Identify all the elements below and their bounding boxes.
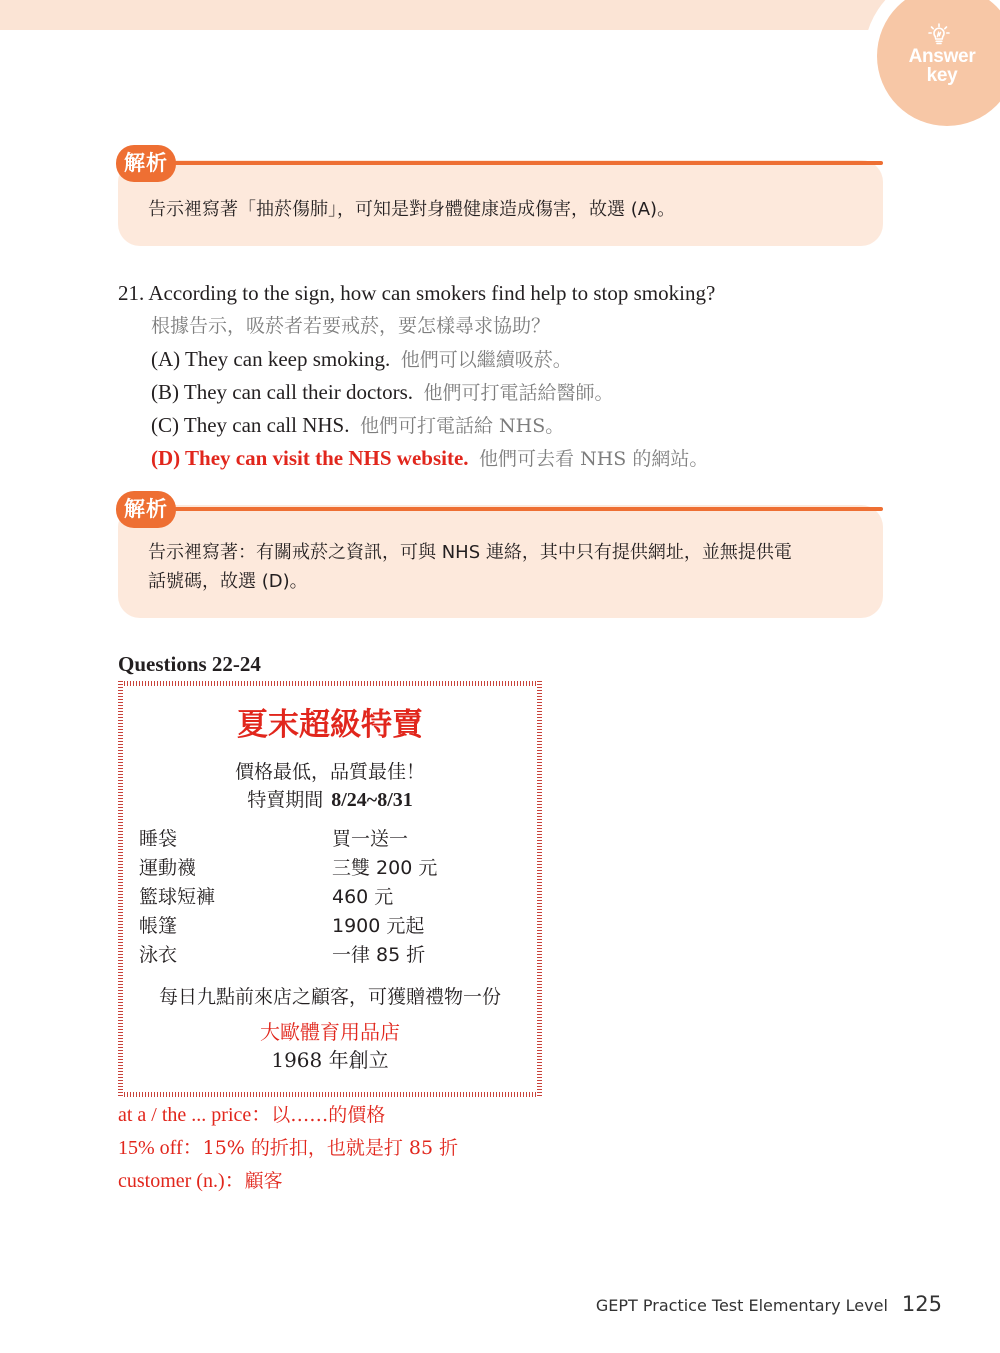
advert-period [118, 786, 542, 816]
advert-item-deal: 1900 元起 [332, 915, 425, 937]
answer-key-line1: Answer [908, 46, 976, 67]
page-number: 125 [901, 1292, 942, 1316]
option-c-translation: 他們可打電話給 NHS。 [359, 415, 565, 437]
vocab-term: 15% off： [118, 1137, 203, 1159]
vocab-meaning: 顧客 [244, 1170, 283, 1192]
option-b-text: (B) They can call their doctors. [151, 380, 414, 404]
explanation-tag-q21: 解析 [116, 491, 176, 528]
advert-item-deal: 買一送一 [332, 828, 409, 850]
advert-gift-note: 每日九點前來店之顧客，可獲贈禮物一份 [158, 986, 501, 1008]
advert-item-deal: 一律 85 折 [332, 944, 426, 966]
option-d-correct [151, 443, 708, 474]
advert-item-name: 運動襪 [139, 857, 197, 879]
advert-item-row [139, 883, 519, 912]
option-c [151, 410, 564, 441]
explanation-tag-q20: 解析 [116, 145, 176, 182]
option-c-text: (C) They can call NHS. [151, 413, 350, 437]
answer-key-line2: key [926, 65, 958, 86]
option-b [151, 377, 614, 408]
advert-item-deal: 三雙 200 元 [332, 857, 438, 879]
explanation-text-q21-line2: 話號碼，故選 (D)。 [148, 571, 308, 592]
advert-item-name: 帳篷 [139, 915, 178, 937]
vocab-term: at a / the ... price： [118, 1104, 272, 1126]
advert-founded: 1968 年創立 [271, 1048, 389, 1072]
advert-item-name: 泳衣 [139, 944, 178, 966]
vocab-meaning: 15% 的折扣，也就是打 85 折 [202, 1137, 459, 1159]
advert-item-row [139, 941, 519, 970]
vocab-meaning: 以……的價格 [271, 1104, 386, 1126]
advert-item-row [139, 854, 519, 883]
advert-item-name: 睡袋 [139, 828, 178, 850]
option-b-translation: 他們可打電話給醫師。 [423, 382, 614, 404]
advert-item-deal: 460 元 [332, 886, 394, 908]
question-21 [118, 278, 715, 308]
answer-key-label [896, 47, 988, 85]
explanation-rule-q21 [160, 507, 883, 511]
explanation-text-q20: 告示裡寫著「抽菸傷肺」，可知是對身體健康造成傷害，故選 (A)。 [148, 199, 676, 220]
explanation-rule-q20 [160, 161, 883, 165]
advert-period-label: 特賣期間 [247, 789, 324, 811]
option-d-text: (D) They can visit the NHS website. [151, 446, 469, 470]
vocab-term: customer (n.)： [118, 1170, 245, 1192]
advert-slogan: 價格最低，品質最佳！ [234, 761, 425, 783]
advert-item-name: 籃球短褲 [139, 886, 216, 908]
advert-item-row [139, 825, 519, 854]
vocab-entry [118, 1133, 458, 1163]
advert-title: 夏末超級特賣 [237, 707, 423, 743]
option-a-text: (A) They can keep smoking. [151, 347, 391, 371]
advert-shop-name: 大歐體育用品店 [260, 1020, 400, 1044]
advert-item-row [139, 912, 519, 941]
lightbulb-icon [928, 23, 950, 45]
vocab-entry [118, 1100, 385, 1130]
section-heading: Questions 22-24 [118, 652, 261, 676]
book-title: GEPT Practice Test Elementary Level [595, 1296, 888, 1315]
option-a-translation: 他們可以繼續吸菸。 [400, 349, 572, 371]
top-color-band [0, 0, 1000, 30]
advert-border-bottom [118, 1092, 542, 1097]
advert-border-top [118, 681, 542, 686]
question-21-text: According to the sign, how can smokers find help to stop smoking? [148, 281, 716, 305]
page-footer [596, 1292, 942, 1316]
vocab-entry [118, 1166, 283, 1196]
option-a [151, 344, 572, 375]
option-d-translation: 他們可去看 NHS 的網站。 [479, 448, 709, 470]
explanation-text-q21-line1: 告示裡寫著：有關戒菸之資訊，可與 NHS 連絡，其中只有提供網址，並無提供電 [148, 542, 792, 563]
question-21-number: 21. [118, 281, 145, 305]
advert-period-dates: 8/24~8/31 [331, 789, 413, 811]
question-21-translation: 根據告示，吸菸者若要戒菸，要怎樣尋求協助？ [151, 315, 551, 337]
